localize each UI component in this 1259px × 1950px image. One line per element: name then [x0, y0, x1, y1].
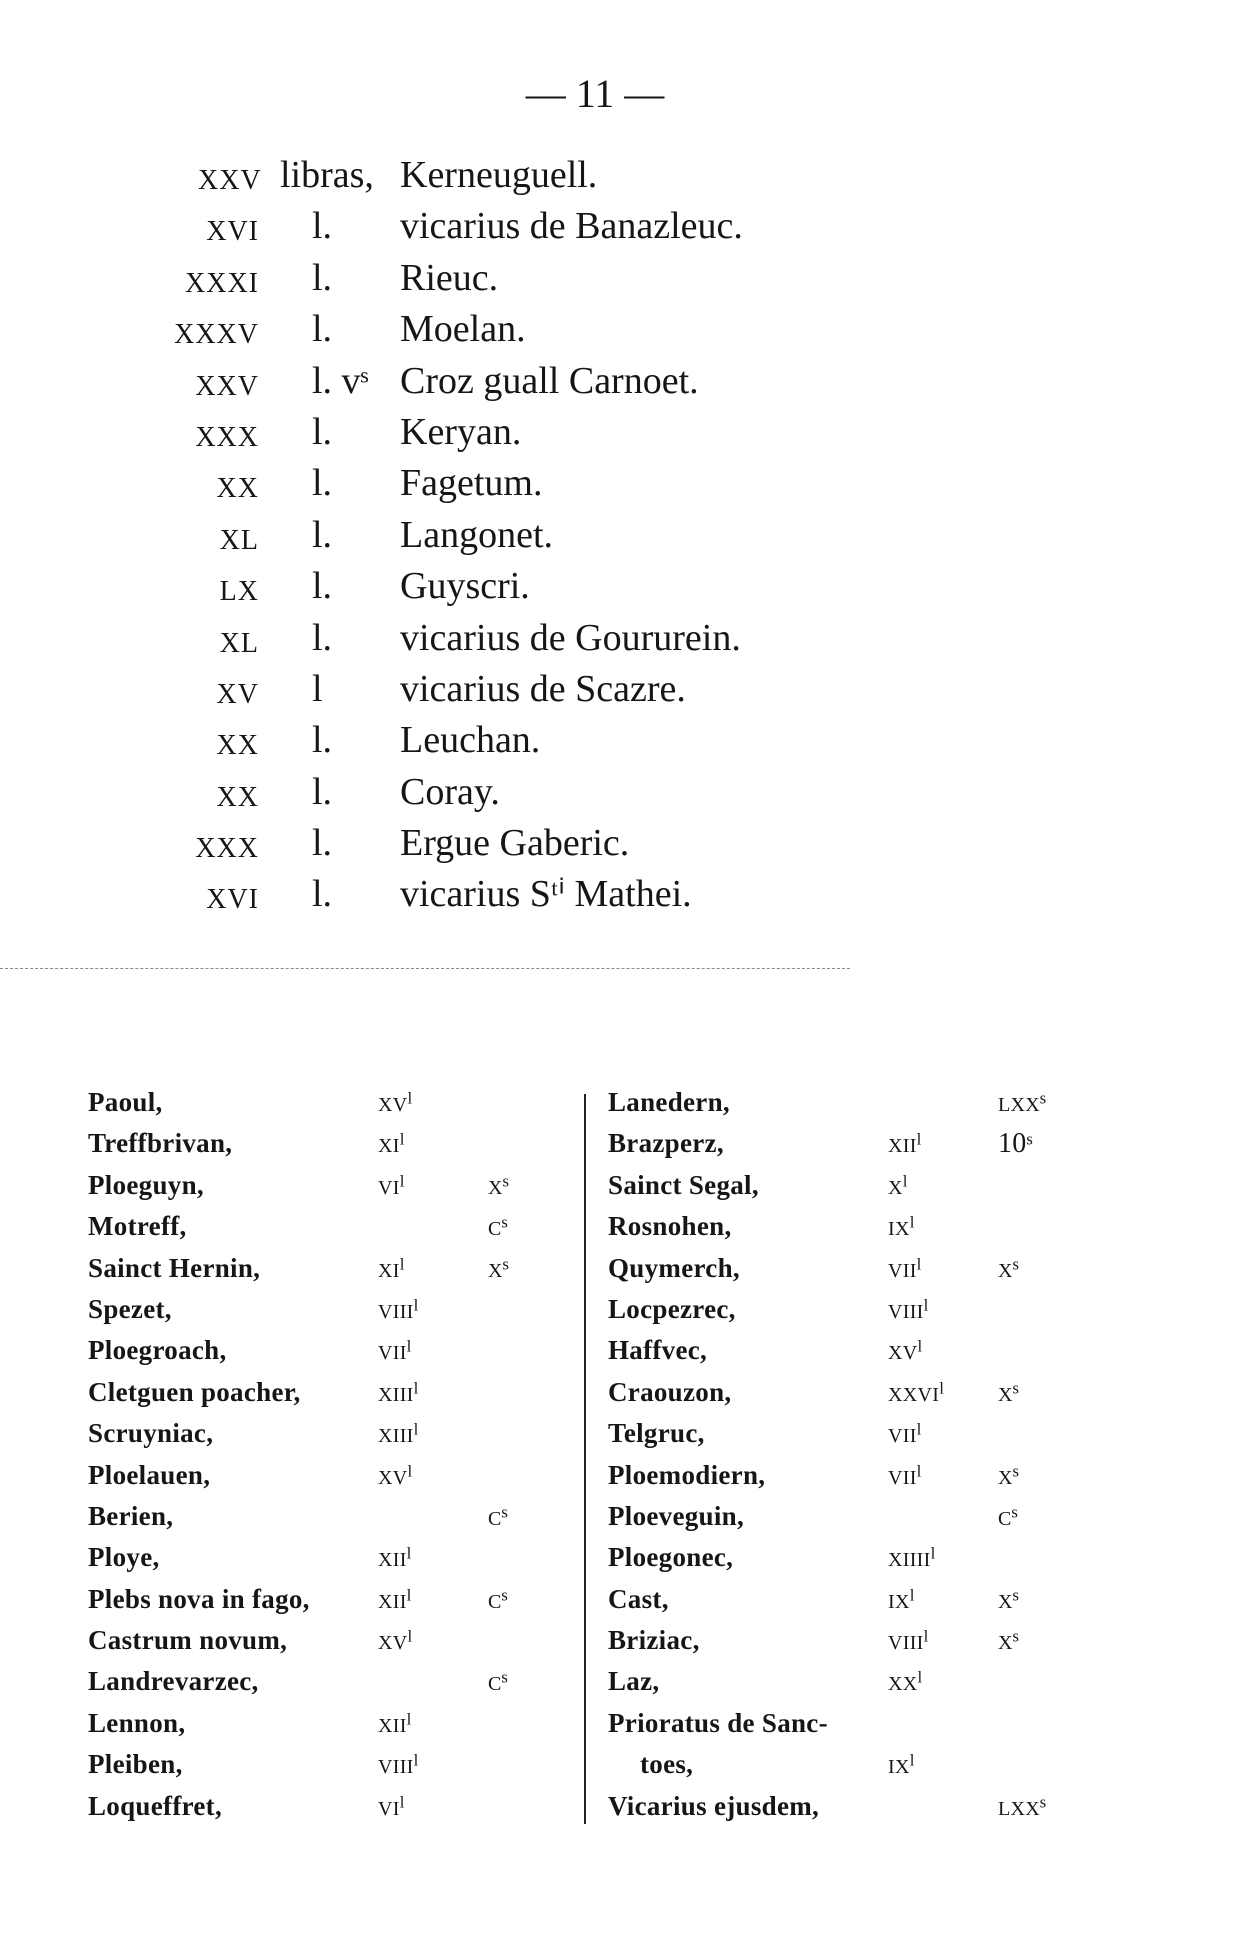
table-row — [88, 1289, 558, 1330]
parish-name: Ploeveguin, — [608, 1500, 745, 1531]
parish-name: Telgruc, — [608, 1418, 705, 1449]
table-row — [608, 1537, 1078, 1578]
parish-name: Haffvec, — [608, 1335, 708, 1366]
amount-libras: xiiˡ — [378, 1707, 412, 1739]
numeral: xv — [216, 666, 259, 712]
amount-solidi: cˢ — [488, 1666, 508, 1698]
place-name: Moelan. — [400, 308, 526, 351]
place-name: Langonet. — [400, 513, 554, 556]
list-item — [0, 458, 1259, 509]
table-row — [608, 1248, 1078, 1289]
table-row — [88, 1165, 558, 1206]
unit: libras, — [280, 154, 374, 196]
table-row — [88, 1744, 558, 1785]
place-name: Rieuc. — [400, 256, 499, 299]
list-item — [0, 664, 1259, 715]
numeral: xxxi — [185, 255, 259, 301]
column-divider — [584, 1094, 586, 1824]
unit: l. vˢ — [312, 359, 369, 402]
table-row — [608, 1786, 1078, 1827]
list-item — [0, 304, 1259, 355]
parish-name: Vicarius ejusdem, — [608, 1790, 820, 1821]
amount-solidi: xˢ — [998, 1459, 1019, 1491]
amount-libras: viˡ — [378, 1790, 405, 1822]
unit: l — [312, 667, 323, 710]
table-row — [88, 1703, 558, 1744]
parish-name: Locpezrec, — [608, 1293, 736, 1324]
amount-solidi: cˢ — [998, 1500, 1018, 1532]
parish-name: Castrum novum, — [88, 1625, 288, 1656]
amount-solidi: lxxˢ — [998, 1087, 1047, 1118]
table-row — [88, 1496, 558, 1537]
left-column — [88, 1082, 558, 1827]
table-row — [608, 1330, 1078, 1371]
table-row — [88, 1620, 558, 1661]
table-row — [608, 1744, 1078, 1785]
table-row — [608, 1206, 1078, 1247]
list-item — [0, 201, 1259, 252]
parish-name: Paoul, — [88, 1087, 163, 1117]
list-item — [0, 407, 1259, 458]
amount-libras: viiiˡ — [888, 1293, 929, 1325]
amount-solidi: xˢ — [998, 1625, 1019, 1657]
numeral: xl — [219, 615, 259, 661]
amount-libras: xiiiˡ — [378, 1418, 419, 1450]
parish-name: Ploemodiern, — [608, 1459, 766, 1490]
parish-name: Quymerch, — [608, 1252, 740, 1283]
table-row — [608, 1579, 1078, 1620]
unit: l. — [312, 513, 333, 556]
table-row — [88, 1372, 558, 1413]
list-item — [0, 613, 1259, 664]
table-row — [88, 1455, 558, 1496]
place-name: Leuchan. — [400, 719, 541, 762]
unit: l. — [312, 873, 333, 916]
parish-name: Craouzon, — [608, 1376, 732, 1407]
amount-solidi: xˢ — [998, 1252, 1019, 1284]
amount-solidi: cˢ — [488, 1211, 508, 1243]
table-row — [88, 1579, 558, 1620]
amount-libras: xiˡ — [378, 1252, 405, 1284]
place-name: vicarius de Banazleuc. — [400, 205, 743, 248]
amount-libras: ixˡ — [888, 1749, 915, 1781]
table-row — [88, 1248, 558, 1289]
amount-libras: ixˡ — [888, 1211, 915, 1243]
parish-name: Scruyniac, — [88, 1418, 214, 1449]
table-row — [608, 1289, 1078, 1330]
numeral: xvi — [206, 204, 259, 250]
amount-libras: xiiˡ — [378, 1542, 412, 1574]
amount-libras: xˡ — [888, 1169, 908, 1201]
amount-solidi: xˢ — [488, 1252, 509, 1284]
numeral: xxx — [195, 409, 259, 455]
parish-name: Pleiben, — [88, 1749, 183, 1780]
table-row — [608, 1455, 1078, 1496]
table-row — [88, 1206, 558, 1247]
parish-name: Treffbrivan, — [88, 1128, 233, 1159]
amount-libras: viiˡ — [888, 1459, 922, 1491]
unit: l. — [312, 410, 333, 453]
place-name: Keryan. — [400, 410, 522, 453]
amount-solidi: 10ˢ — [998, 1128, 1033, 1160]
list-item — [0, 253, 1259, 304]
amount-libras: xvˡ — [378, 1459, 413, 1491]
numeral: xxv — [195, 358, 259, 404]
amount-libras: xvˡ — [378, 1625, 413, 1657]
parish-name: Ploelauen, — [88, 1459, 211, 1490]
amount-libras: xvˡ — [378, 1087, 413, 1118]
amount-solidi: cˢ — [488, 1583, 508, 1615]
top-list — [0, 150, 1259, 921]
parish-name: Sainct Segal, — [608, 1169, 759, 1200]
amount-libras: xiiiˡ — [378, 1376, 419, 1408]
amount-solidi: cˢ — [488, 1500, 508, 1532]
list-item — [0, 715, 1259, 766]
horizontal-rule — [0, 968, 850, 969]
table-row — [608, 1620, 1078, 1661]
parish-name: Laz, — [608, 1666, 660, 1697]
table-row — [608, 1661, 1078, 1702]
table-row — [88, 1413, 558, 1454]
table-row — [608, 1082, 1078, 1123]
list-item — [0, 869, 1259, 920]
place-name: Coray. — [400, 770, 500, 813]
parish-name: Motreff, — [88, 1211, 187, 1242]
amount-libras: xxviˡ — [888, 1376, 945, 1408]
amount-libras: xiiiiˡ — [888, 1542, 936, 1574]
unit: l. — [312, 616, 333, 659]
table-row — [608, 1703, 1078, 1744]
list-item — [0, 510, 1259, 561]
amount-libras: viˡ — [378, 1169, 405, 1201]
unit: l. — [312, 256, 333, 299]
unit: l. — [312, 565, 333, 608]
list-item — [0, 561, 1259, 612]
parish-name: Landrevarzec, — [88, 1666, 259, 1697]
parish-name: Spezet, — [88, 1293, 172, 1324]
parish-name: Plebs nova in fago, — [88, 1583, 310, 1614]
parish-name: Lennon, — [88, 1707, 186, 1738]
amount-libras: viiˡ — [888, 1418, 922, 1450]
place-name: Fagetum. — [400, 462, 543, 505]
numeral: xl — [219, 512, 259, 558]
numeral: xx — [216, 718, 259, 764]
parish-name: Loqueffret, — [88, 1790, 223, 1821]
table-row — [88, 1330, 558, 1371]
table-row — [88, 1537, 558, 1578]
table-row — [88, 1661, 558, 1702]
unit: l. — [312, 205, 333, 248]
parish-name: Cast, — [608, 1583, 669, 1614]
parish-name: Ploeguyn, — [88, 1169, 204, 1200]
amount-libras: viiiˡ — [378, 1293, 419, 1325]
right-column — [608, 1082, 1078, 1827]
place-name: vicarius Sᵗⁱ Mathei. — [400, 873, 692, 916]
place-name: Kerneuguell. — [400, 154, 598, 196]
numeral: xxxv — [174, 307, 259, 353]
numeral: xx — [216, 769, 259, 815]
parish-name: Prioratus de Sanc- — [608, 1707, 828, 1738]
unit: l. — [312, 719, 333, 762]
amount-libras: xxˡ — [888, 1666, 923, 1698]
unit: l. — [312, 770, 333, 813]
amount-solidi: xˢ — [998, 1583, 1019, 1615]
place-name: vicarius de Scazre. — [400, 667, 686, 710]
numeral: xx — [216, 461, 259, 507]
parish-name: Sainct Hernin, — [88, 1252, 261, 1283]
place-name: Croz guall Carnoet. — [400, 359, 699, 402]
amount-libras: xiiˡ — [888, 1128, 922, 1160]
table-row — [608, 1123, 1078, 1164]
parish-name: Berien, — [88, 1500, 174, 1531]
amount-libras: xiˡ — [378, 1128, 405, 1160]
parish-name: Ploegroach, — [88, 1335, 227, 1366]
list-item — [0, 150, 1259, 201]
table-row — [608, 1413, 1078, 1454]
place-name: Guyscri. — [400, 565, 530, 608]
amount-solidi: lxxˢ — [998, 1790, 1047, 1822]
parish-name: Cletguen poacher, — [88, 1376, 301, 1407]
parish-name: Rosnohen, — [608, 1211, 732, 1242]
numeral: xxv — [198, 153, 262, 198]
amount-libras: ixˡ — [888, 1583, 915, 1615]
parish-name: Brazperz, — [608, 1128, 724, 1159]
table-row — [608, 1372, 1078, 1413]
list-item — [0, 356, 1259, 407]
amount-libras: viiiˡ — [888, 1625, 929, 1657]
amount-libras: viiˡ — [888, 1252, 922, 1284]
amount-libras: viiˡ — [378, 1335, 412, 1367]
unit: l. — [312, 822, 333, 865]
amount-solidi: xˢ — [998, 1376, 1019, 1408]
numeral: xvi — [206, 872, 259, 918]
table-row — [88, 1786, 558, 1827]
parish-name: Briziac, — [608, 1625, 700, 1656]
list-item — [0, 818, 1259, 869]
numeral: lx — [219, 564, 259, 610]
amount-libras: viiiˡ — [378, 1749, 419, 1781]
table-row — [608, 1165, 1078, 1206]
page-number: — 11 — — [525, 71, 665, 116]
place-name: vicarius de Goururein. — [400, 616, 741, 659]
parish-name: Lanedern, — [608, 1087, 730, 1117]
amount-libras: xvˡ — [888, 1335, 923, 1367]
parish-name: toes, — [640, 1749, 694, 1780]
parish-name: Ploegonec, — [608, 1542, 734, 1573]
table-row — [88, 1082, 558, 1123]
amount-libras: xiiˡ — [378, 1583, 412, 1615]
parish-name: Ploye, — [88, 1542, 160, 1573]
table-row — [608, 1496, 1078, 1537]
unit: l. — [312, 462, 333, 505]
list-item — [0, 767, 1259, 818]
place-name: Ergue Gaberic. — [400, 822, 630, 865]
table-row — [88, 1123, 558, 1164]
amount-solidi: xˢ — [488, 1169, 509, 1201]
unit: l. — [312, 308, 333, 351]
numeral: xxx — [195, 821, 259, 867]
